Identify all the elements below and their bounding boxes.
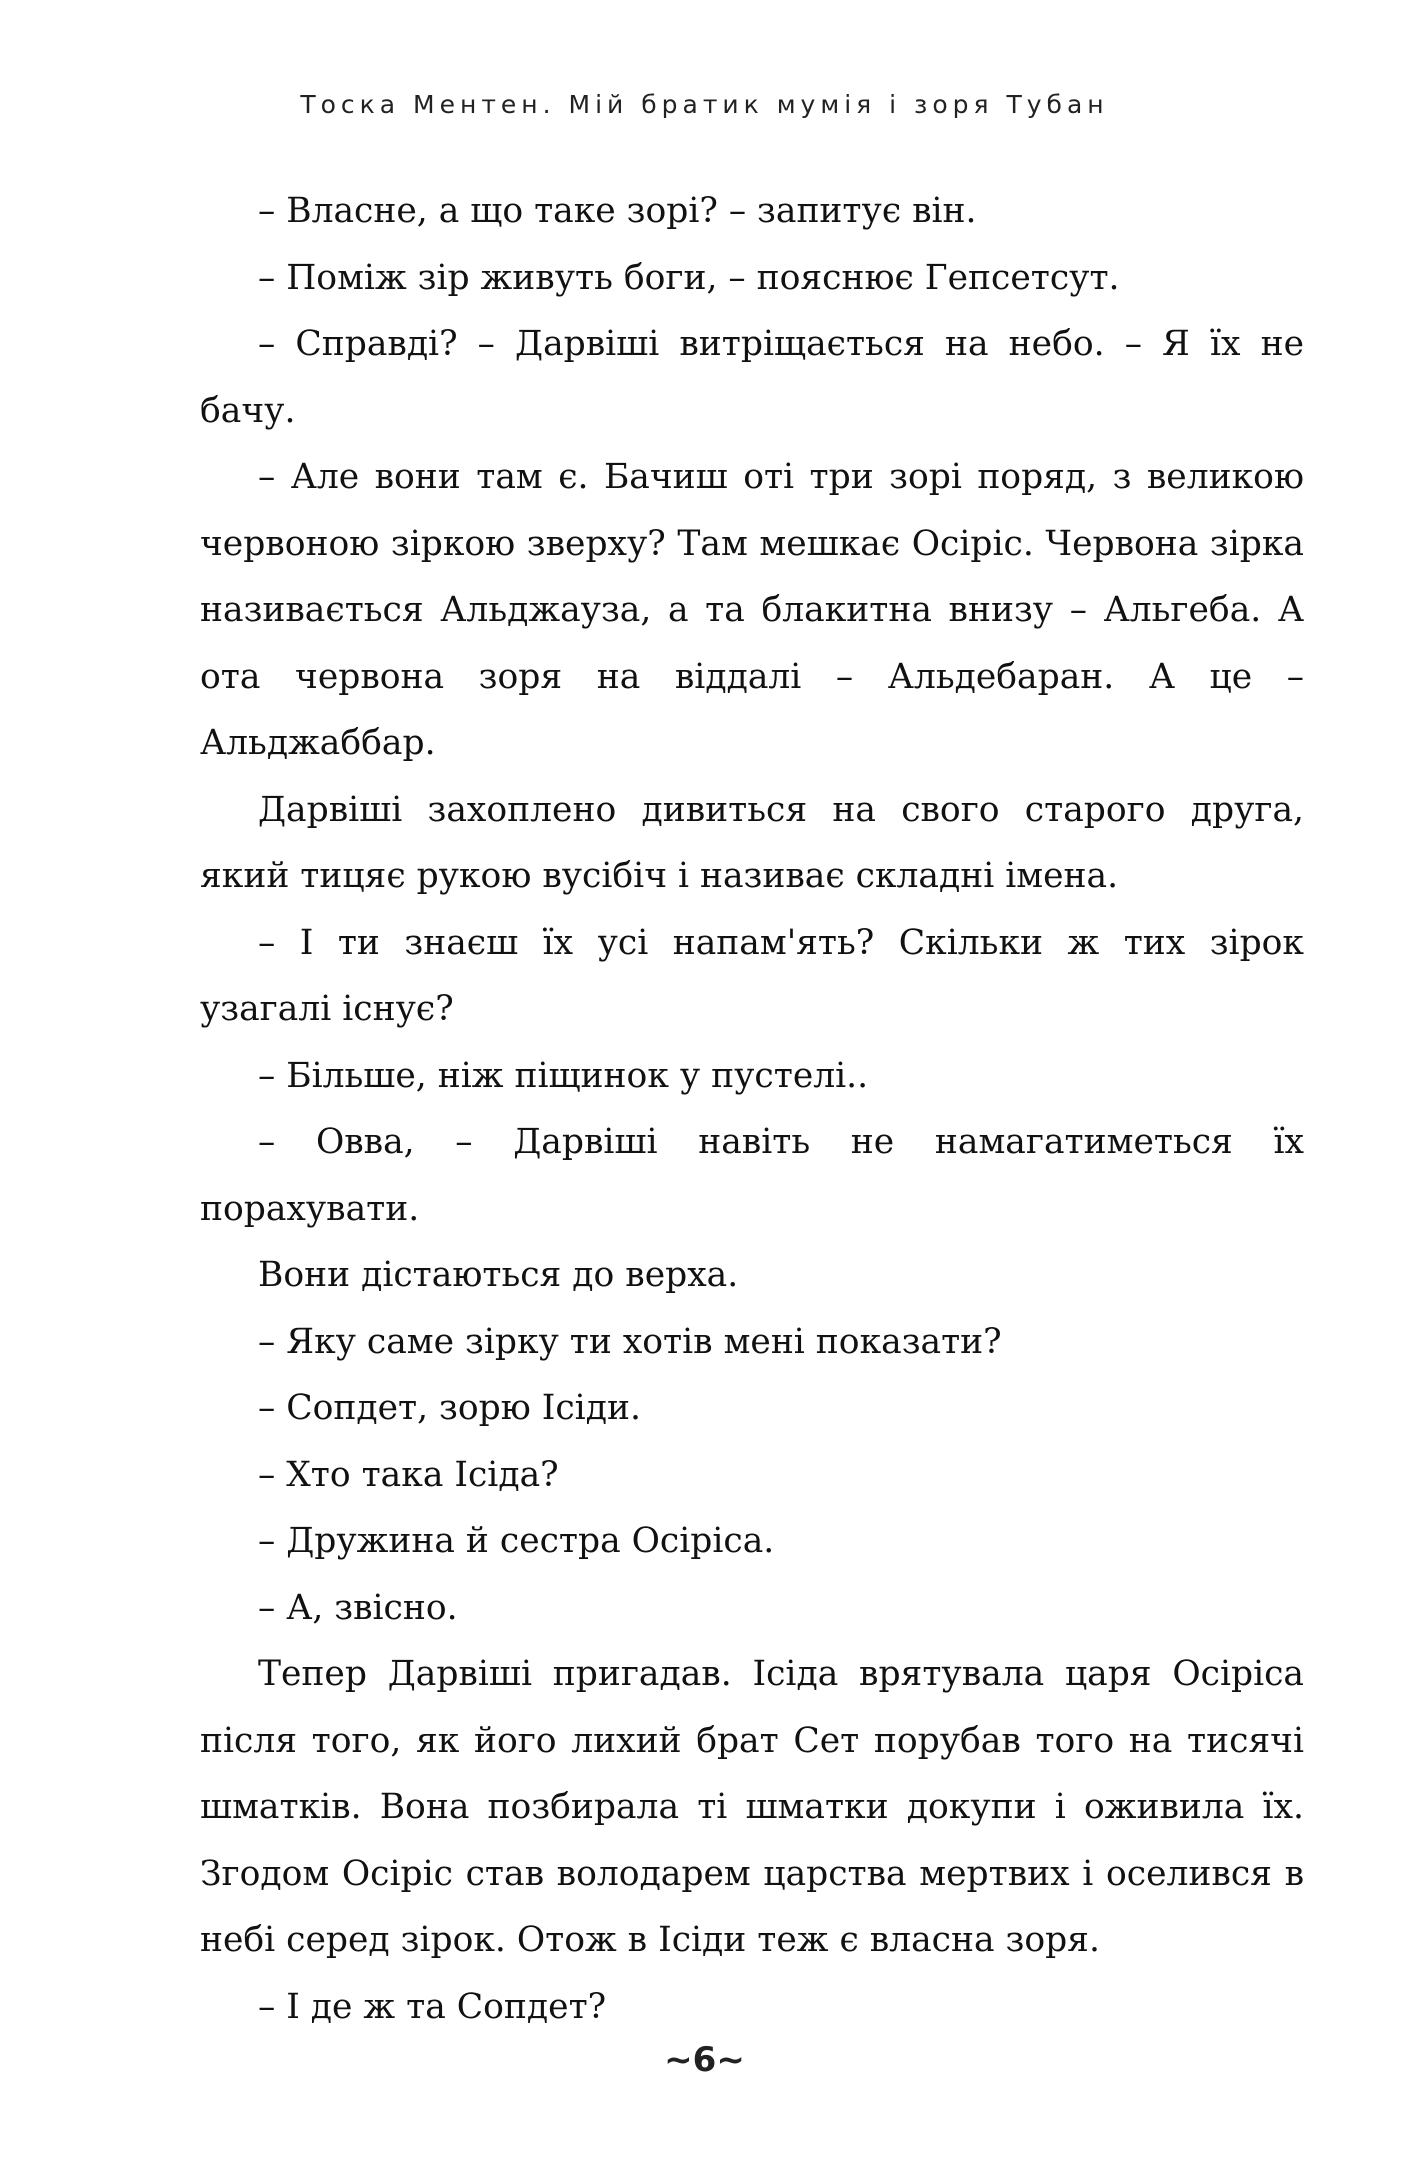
body-text bbox=[200, 178, 1304, 2040]
paragraph: – Справді? – Дарвіші витріщається на небо. – Я їх не бачу. bbox=[200, 324, 1304, 431]
paragraph: – Яку саме зірку ти хотів мені показати? bbox=[258, 1321, 1002, 1362]
paragraph: – Хто така Ісіда? bbox=[258, 1454, 559, 1495]
paragraph: – Але вони там є. Бачиш оті три зорі поряд, з великою червоною зіркою зверху? Там мешкає Осіріс. Червона зірка називається Альджауза, а та блакитна внизу – Альгеба. А ота червона зоря на віддалі – Альдебаран. А це – Альджаббар. bbox=[200, 457, 1304, 763]
paragraph: – А, звісно. bbox=[258, 1587, 458, 1628]
paragraph: – Поміж зір живуть боги, – пояснює Гепсетсут. bbox=[258, 257, 1120, 298]
paragraph: Тепер Дарвіші пригадав. Ісіда врятувала царя Осіріса після того, як його лихий брат Сет порубав того на тисячі шматків. Вона позбирала ті шматки докупи і оживила їх. Згодом Осіріс став володарем царства мертвих і оселився в небі серед зірок. Отож в Ісіди теж є власна зоря. bbox=[200, 1654, 1304, 1960]
paragraph: – Більше, ніж піщинок у пустелі.. bbox=[258, 1055, 869, 1096]
paragraph: – Дружина й сестра Осіріса. bbox=[258, 1521, 775, 1561]
page-number: ~6~ bbox=[664, 2040, 745, 2080]
paragraph: Вони дістаються до верха. bbox=[258, 1255, 739, 1295]
running-head: Тоска Ментен. Мій братик мумія і зоря Тубан bbox=[300, 90, 1109, 119]
paragraph: – І де ж та Сопдет? bbox=[258, 1986, 607, 2027]
paragraph: – Овва, – Дарвіші навіть не намагатиметься їх порахувати. bbox=[200, 1122, 1304, 1229]
paragraph: – І ти знаєш їх усі напам'ять? Скільки ж тих зірок узагалі існує? bbox=[200, 922, 1304, 1029]
paragraph: Дарвіші захоплено дивиться на свого старого друга, який тицяє рукою вусібіч і називає складні імена. bbox=[200, 789, 1304, 896]
paragraph: – Сопдет, зорю Ісіди. bbox=[258, 1388, 641, 1428]
paragraph: – Власне, а що таке зорі? – запитує він. bbox=[258, 191, 977, 231]
